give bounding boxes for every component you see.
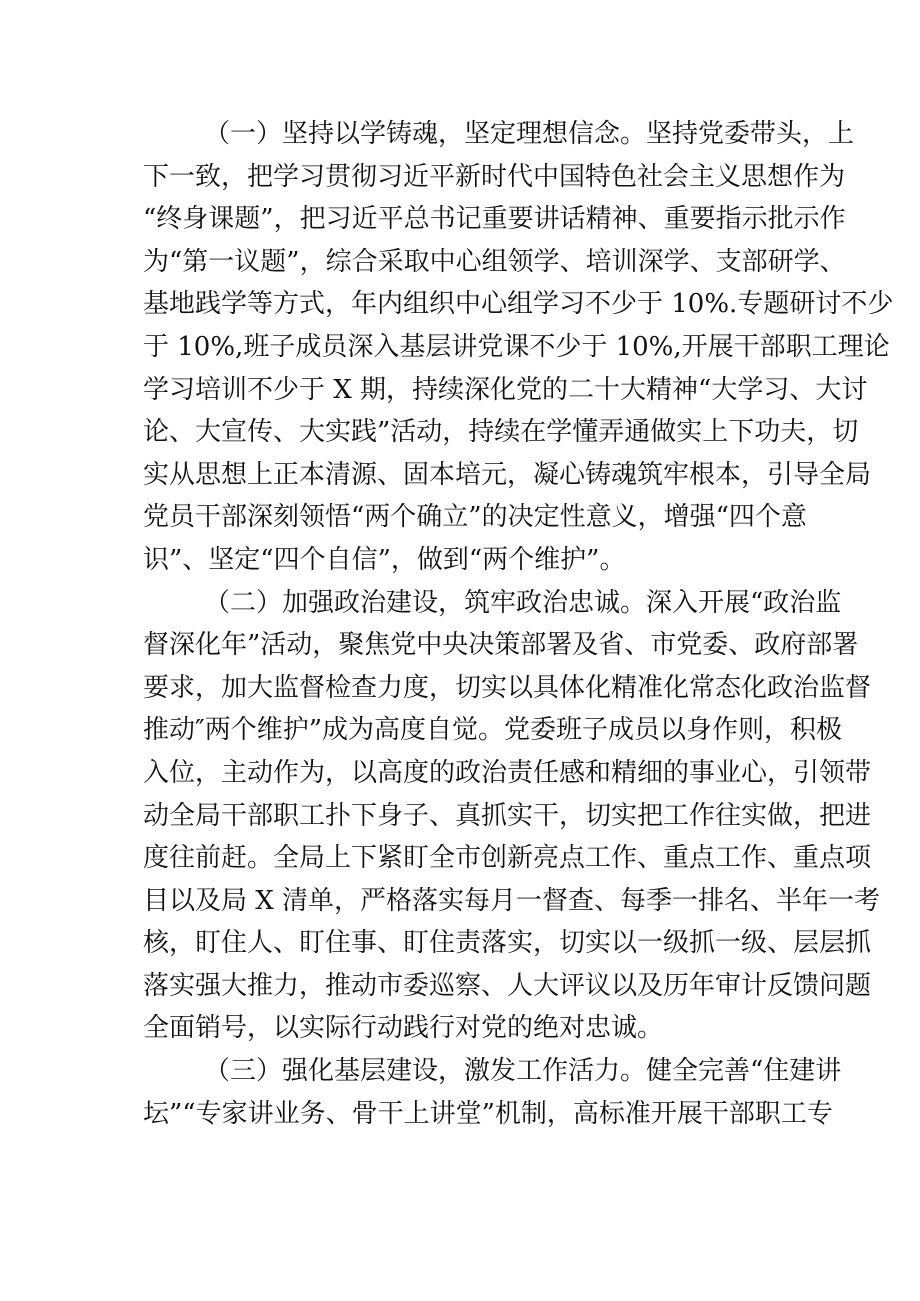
paragraph-3-line-2: 坛”“专家讲业务、骨干上讲堂”机制，高标准开展干部职工专 bbox=[143, 1098, 833, 1129]
paragraph-2-line-3: 要求，加大监督检查力度，切实以具体化精准化常态化政治监督 bbox=[143, 672, 872, 703]
paragraph-1-line-11: 识”、坚定“四个自信”，做到“两个维护”。 bbox=[143, 544, 626, 575]
document-body bbox=[143, 116, 894, 1138]
paragraph-2-line-10: 落实强大推力，推动市委巡察、人大评议以及历年审计反馈问题 bbox=[143, 970, 872, 1001]
paragraph-1-line-2: 下一致，把学习贯彻习近平新时代中国特色社会主义思想作为 bbox=[143, 161, 846, 192]
paragraph-1-line-8: 论、大宣传、大实践”活动，持续在学懂弄通做实上下功夫，切 bbox=[143, 417, 859, 448]
paragraph-2-line-1: （二）加强政治建设，筑牢政治忠诚。深入开展“政治监 bbox=[204, 587, 842, 618]
paragraph-1-line-6: 于 10%,班子成员深入基层讲党课不少于 10%,开展干部职工理论 bbox=[143, 331, 890, 362]
paragraph-1-line-4: 为“第一议题”，综合采取中心组领学、培训深学、支部研学、 bbox=[143, 246, 846, 277]
paragraph-1-line-9: 实从思想上正本清源、固本培元，凝心铸魂筑牢根本，引导全局 bbox=[143, 459, 872, 490]
paragraph-2-line-6: 动全局干部职工扑下身子、真抓实干，切实把工作往实做，把进 bbox=[143, 800, 872, 831]
paragraph-2-line-9: 核，盯住人、盯住事、盯住责落实，切实以一级抓一级、层层抓 bbox=[143, 928, 872, 959]
paragraph-2-line-7: 度往前赶。全局上下紧盯全市创新亮点工作、重点工作、重点项 bbox=[143, 843, 872, 874]
paragraph-1-line-3: “终身课题”，把习近平总书记重要讲话精神、重要指示批示作 bbox=[143, 204, 846, 235]
paragraph-2-line-4: 推动″两个维护”成为高度自觉。党委班子成员以身作则，积极 bbox=[143, 715, 843, 746]
paragraph-1-line-7: 学习培训不少于 X 期，持续深化党的二十大精神“大学习、大讨 bbox=[143, 374, 868, 405]
paragraph-2-line-5: 入位，主动作为，以高度的政治责任感和精细的事业心，引领带 bbox=[143, 757, 872, 788]
paragraph-2-line-11: 全面销号，以实际行动践行对党的绝对忠诚。 bbox=[143, 1013, 664, 1044]
paragraph-2-line-2: 督深化年”活动，聚焦党中央决策部署及省、市党委、政府部署 bbox=[143, 630, 859, 661]
paragraph-1-line-10: 党员干部深刻领悟“两个确立”的决定性意义，增强“四个意 bbox=[143, 502, 807, 533]
paragraph-2-line-8: 目以及局 X 清单，严格落实每月一督查、每季一排名、半年一考 bbox=[143, 885, 881, 916]
paragraph-1-line-5: 基地践学等方式，年内组织中心组学习不少于 10%.专题研讨不少 bbox=[143, 289, 894, 320]
paragraph-3-line-1: （三）强化基层建设，激发工作活力。健全完善“住建讲 bbox=[204, 1056, 842, 1087]
paragraph-1-line-1: （一）坚持以学铸魂，坚定理想信念。坚持党委带头，上 bbox=[204, 119, 855, 149]
